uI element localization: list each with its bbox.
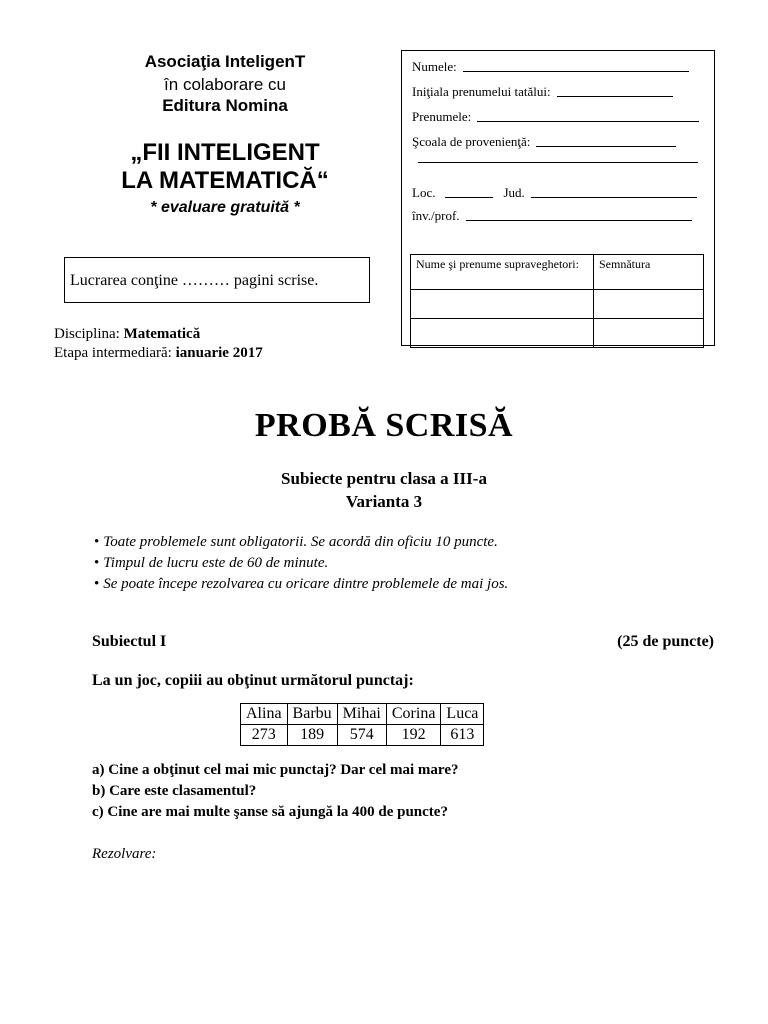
score-name: Barbu: [287, 704, 337, 725]
discipline-label: Disciplina:: [54, 326, 120, 342]
question-item: b) Care este clasamentul?: [92, 783, 257, 799]
rules-list: [94, 532, 508, 595]
score-name: Luca: [441, 704, 484, 725]
school-line[interactable]: [536, 145, 676, 147]
rule-item: • Toate problemele sunt obligatorii. Se acordă din oficiu 10 puncte.: [94, 534, 498, 550]
loc-line[interactable]: [445, 196, 493, 198]
first-name-label: Prenumele:: [412, 109, 472, 124]
solution-label: Rezolvare:: [92, 846, 157, 862]
score-name: Corina: [386, 704, 441, 725]
signature-header: Semnătura: [594, 255, 704, 290]
score-value: 273: [241, 725, 288, 746]
rule-item: • Timpul de lucru este de 60 de minute.: [94, 555, 329, 571]
student-info-box: [401, 50, 715, 346]
name-field[interactable]: [412, 59, 689, 75]
exam-stage: [54, 345, 263, 362]
score-value: 613: [441, 725, 484, 746]
father-initial-line[interactable]: [557, 95, 673, 97]
stage-label: Etapa intermediară:: [54, 345, 172, 361]
problem-intro: La un joc, copiii au obţinut următorul punctaj:: [92, 672, 414, 689]
school-field[interactable]: [412, 134, 676, 150]
contest-title-line2: LA MATEMATICĂ“: [121, 167, 329, 194]
score-value: 574: [337, 725, 386, 746]
bullet-icon: •: [94, 555, 100, 571]
organization-name: Asociaţia InteligenT: [144, 52, 306, 71]
scores-names-row: [241, 704, 484, 725]
score-name: Mihai: [337, 704, 386, 725]
supervisors-table: [410, 254, 704, 348]
signature-cell[interactable]: [594, 290, 704, 319]
section-points: (25 de puncte): [617, 633, 714, 650]
teacher-field[interactable]: [412, 208, 692, 224]
rule-item: • Se poate începe rezolvarea cu oricare dintre problemele de mai jos.: [94, 576, 509, 592]
exam-subtitle: Subiecte pentru clasa a III-a: [281, 469, 487, 488]
stage-value: ianuarie 2017: [175, 345, 263, 361]
supervisor-cell[interactable]: [411, 290, 594, 319]
signature-cell[interactable]: [594, 319, 704, 348]
bullet-icon: •: [94, 534, 100, 550]
teacher-label: înv./prof.: [412, 208, 460, 223]
teacher-line[interactable]: [466, 219, 692, 221]
bullet-icon: •: [94, 576, 100, 592]
collaboration-text: în colaborare cu: [164, 75, 286, 94]
loc-label: Loc.: [412, 185, 436, 200]
school-label: Şcoala de provenienţă:: [412, 134, 531, 149]
exam-title: PROBĂ SCRISĂ: [254, 407, 514, 444]
name-label: Numele:: [412, 59, 457, 74]
school-line-2[interactable]: [418, 161, 698, 163]
question-item: a) Cine a obţinut cel mai mic punctaj? Dar cel mai mare?: [92, 762, 459, 778]
question-item: c) Cine are mai multe şanse să ajungă la 400 de puncte?: [92, 804, 448, 820]
discipline: [54, 326, 200, 343]
pages-count-box: [64, 257, 370, 303]
score-value: 192: [386, 725, 441, 746]
jud-line[interactable]: [531, 196, 697, 198]
scores-table: [240, 703, 484, 746]
first-name-line[interactable]: [477, 120, 699, 122]
pages-count-text: Lucrarea conţine ……… pagini scrise.: [70, 272, 319, 289]
school-field-continuation[interactable]: [412, 161, 698, 166]
contest-tagline: * evaluare gratuită *: [150, 199, 300, 216]
father-initial-field[interactable]: [412, 84, 673, 100]
father-initial-label: Iniţiala prenumelui tatălui:: [412, 84, 551, 99]
contest-title-line1: „FII INTELIGENT: [130, 139, 320, 166]
questions-list: [92, 760, 458, 823]
name-line[interactable]: [463, 70, 689, 72]
section-title: Subiectul I: [92, 633, 167, 650]
scores-points-row: [241, 725, 484, 746]
location-field[interactable]: [412, 185, 697, 201]
score-value: 189: [287, 725, 337, 746]
first-name-field[interactable]: [412, 109, 699, 125]
supervisor-cell[interactable]: [411, 319, 594, 348]
score-name: Alina: [241, 704, 288, 725]
discipline-value: Matematică: [123, 326, 201, 342]
exam-variant: Varianta 3: [345, 492, 423, 511]
supervisors-header: Nume şi prenume supraveghetori:: [411, 255, 594, 290]
publisher-name: Editura Nomina: [162, 96, 288, 115]
jud-label: Jud.: [503, 185, 525, 200]
